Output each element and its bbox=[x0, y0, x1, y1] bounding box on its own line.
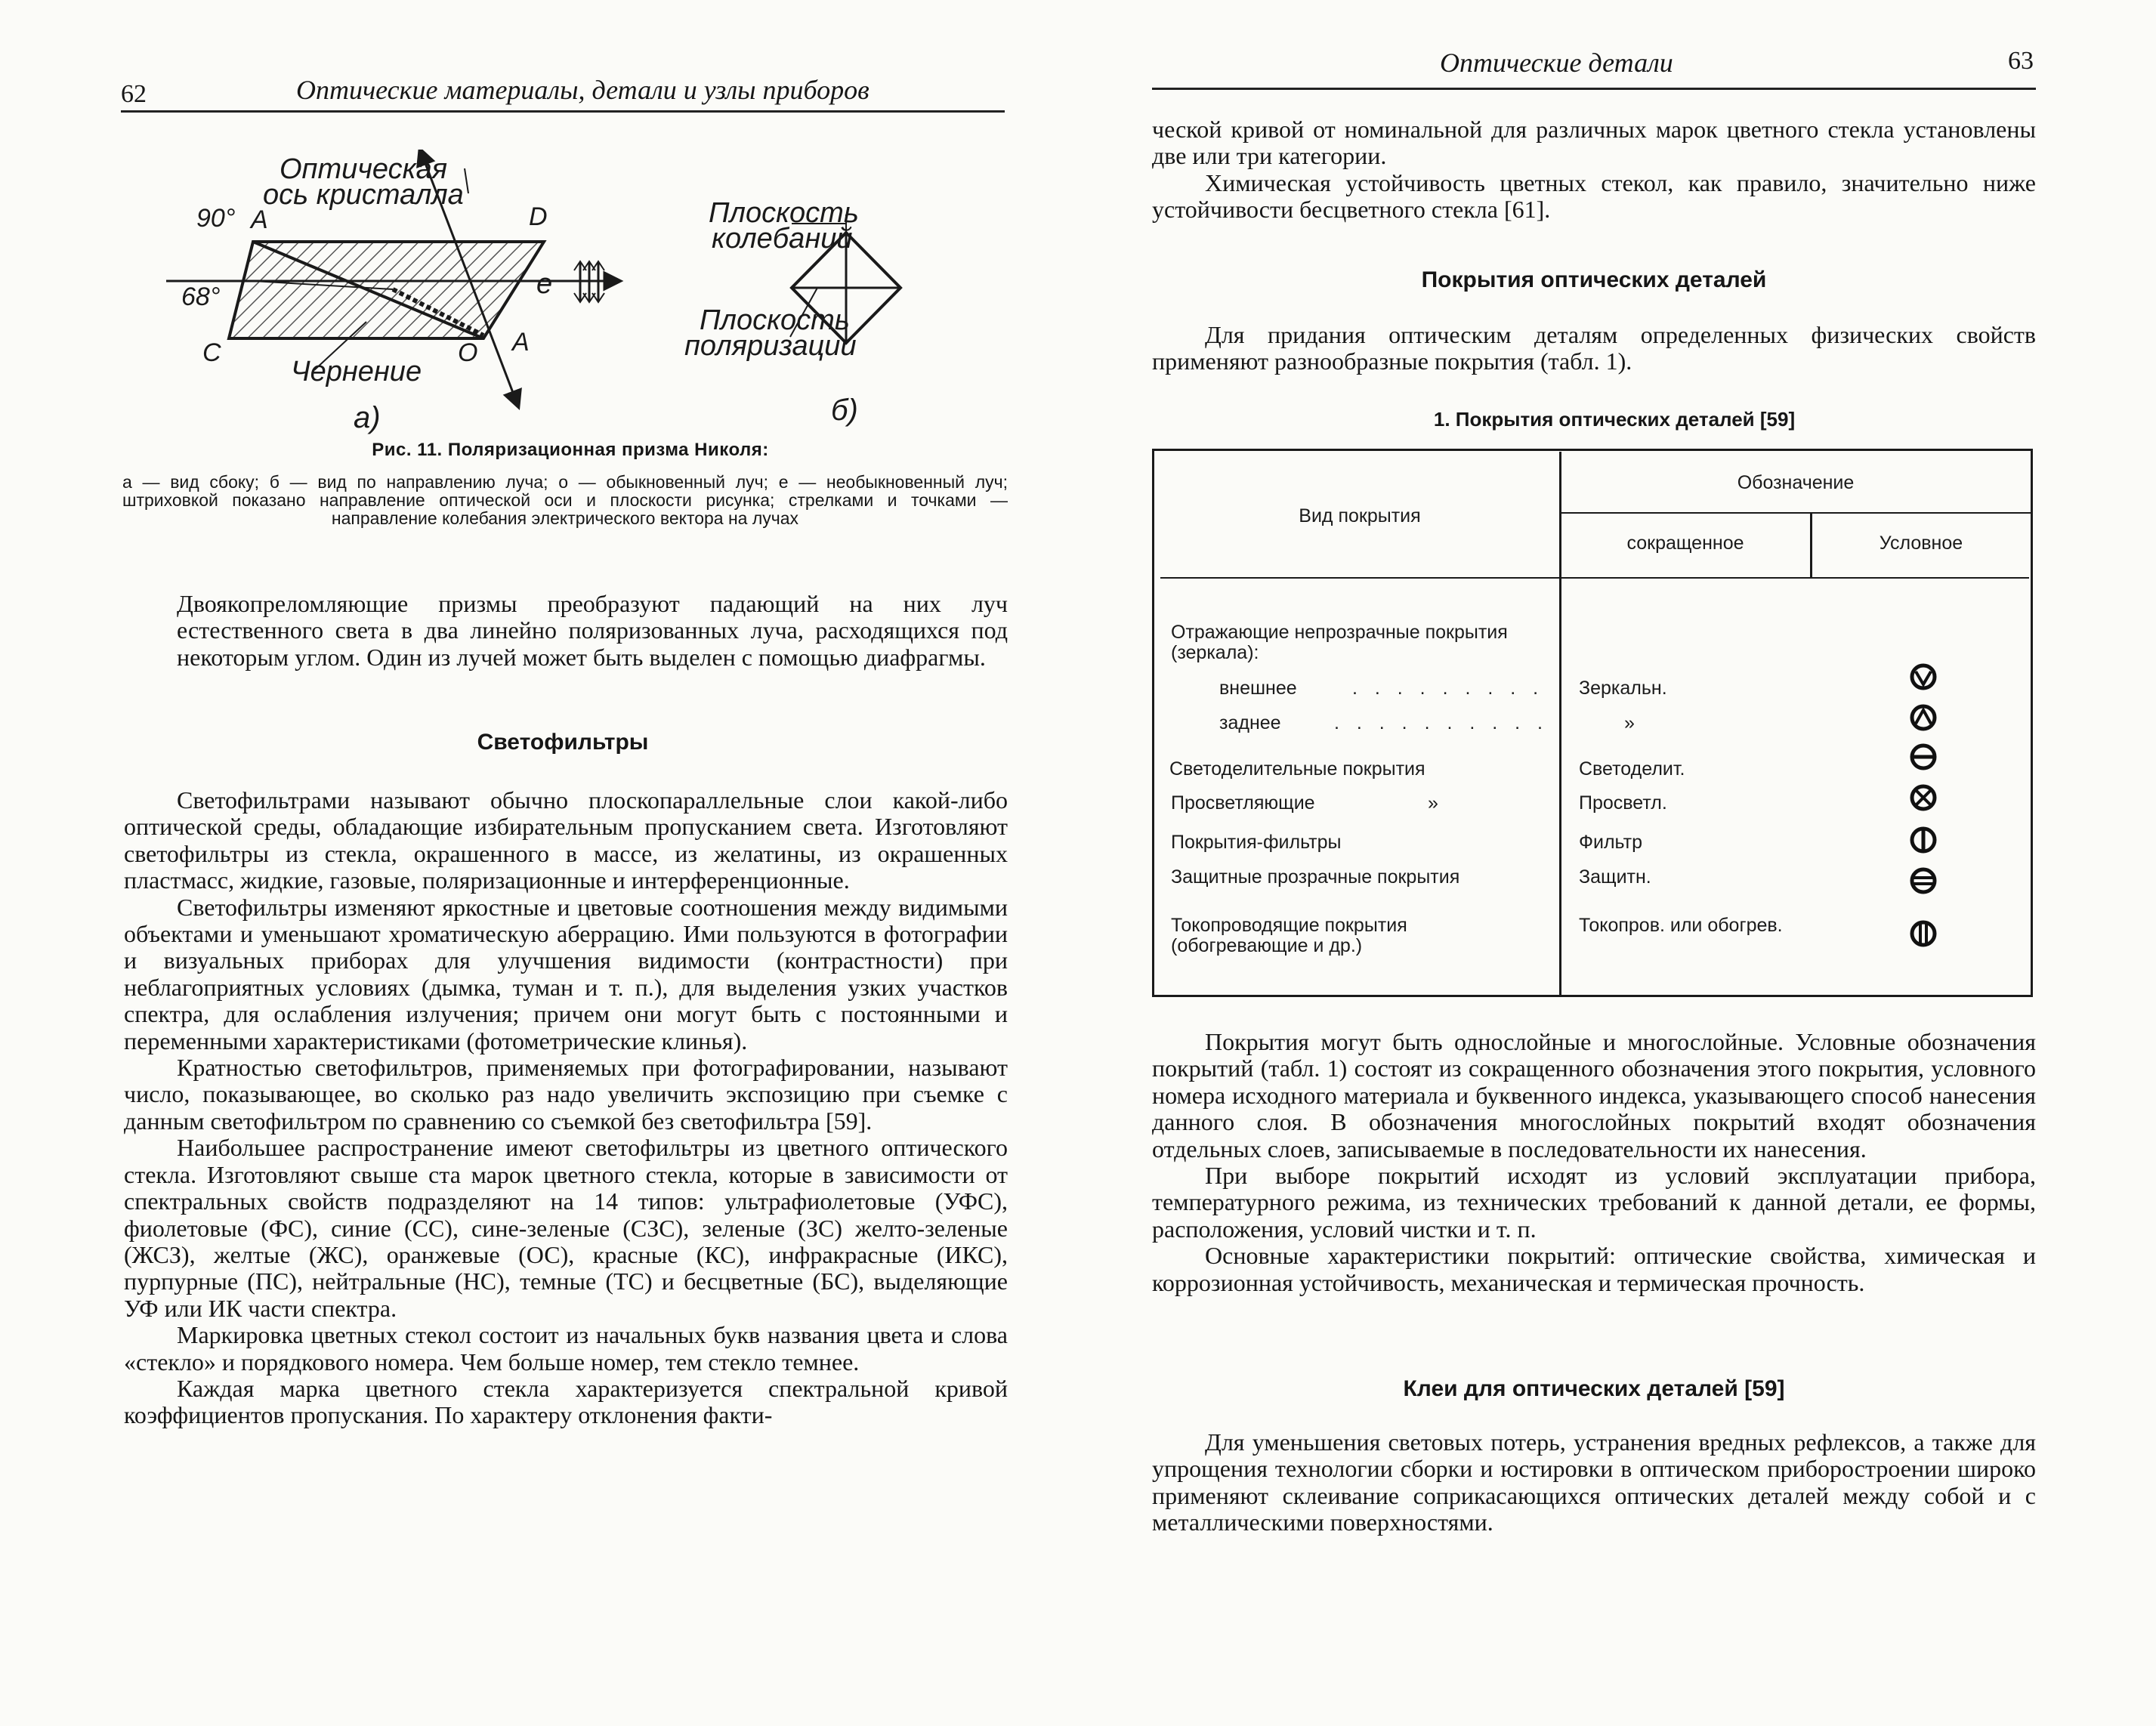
filters-paragraph: Светофильтры изменяют яркостные и цветовые соотношения между видимыми объектами и уменьшают хроматическую аберрацию. Ими пользуются в фотографии и визуальных приборах для улучшения видимости (контрастности) при неблагоприятных условиях (дымка, туман и т. п.), для выделения узких участков спектра, для ослабления излучения; причем они могут быть с постоянными и переменными характеристиками (фотометрические клинья). bbox=[124, 893, 1008, 1054]
table-header-designation: Обозначение bbox=[1737, 472, 1855, 493]
coatings-intro-block bbox=[1152, 322, 2036, 375]
label-plane-polarization-2: поляризации bbox=[684, 330, 857, 362]
table-row-ditto: » bbox=[1428, 792, 1438, 814]
label-point-d: D bbox=[529, 202, 548, 231]
table-row-leader-dots: . . . . . . . . . bbox=[1352, 678, 1545, 699]
page-number-left: 62 bbox=[121, 80, 147, 108]
header-rule-left bbox=[121, 110, 1005, 113]
table-group-mirrors: Отражающие непрозрачные покрытия (зеркала): bbox=[1171, 622, 1508, 663]
label-plane-polarization-1: Плоскость bbox=[700, 304, 850, 336]
table-header-rule bbox=[1160, 577, 2029, 579]
table-row-leader-dots: . . . . . . . . . . bbox=[1334, 712, 1549, 733]
table-row-abbr: Фильтр bbox=[1579, 832, 1642, 853]
filters-paragraph: Кратностью светофильтров, применяемых при фотографировании, называют число, показывающее, во сколько раз надо увеличить экспозицию при съемке с данным светофильтром по сравнению со съемкой без светофильтра [59]. bbox=[124, 1054, 1008, 1135]
table-row-name: заднее bbox=[1219, 712, 1281, 733]
filters-paragraph: Наибольшее распространение имеют светофильтры из цветного оптического стекла. Изготовляют свыше ста марок цветного стекла, которые в зависимости от спектральных свойств подразделяют на 14 типов: ультрафиолетовые (УФС), фиолетовые (ФС), синие (СС), сине-зеленые (СЗС), зеленые (ЗС) желто-зеленые (ЖСЗ), желтые (ЖС), оранжевые (ОС), красные (КС), инфракрасные (ИКС), пурпурные (ПС), нейтральные (НС), темные (ТС) и бесцветные (БС), выделяющие УФ или ИК части спектра. bbox=[124, 1134, 1008, 1322]
table-row-name: Токопроводящие покрытия (обогревающие и др.) bbox=[1171, 915, 1407, 956]
beam-splitter-symbol-icon bbox=[1908, 742, 1938, 772]
label-plane-oscillation-1: Плоскость bbox=[709, 197, 859, 229]
label-sub-a: а) bbox=[354, 401, 381, 434]
label-point-a-bottom: A bbox=[512, 328, 530, 357]
section-heading-filters: Светофильтры bbox=[477, 730, 649, 755]
chemical-stability-paragraph: Химическая устойчивость цветных стекол, как правило, значительно ниже устойчивости бесцветного стекла [61]. bbox=[1152, 168, 2036, 224]
intro-paragraph: Двоякопреломляющие призмы преобразуют падающий на них луч естественного света в два линейно поляризованных луча, расходящихся под некоторым углом. Один из лучей может быть выделен с помощью диафрагмы. bbox=[177, 590, 1008, 671]
after-table-paragraph: Основные характеристики покрытий: оптические свойства, химическая и коррозионная устойчивость, механическая и термическая прочность. bbox=[1152, 1242, 2036, 1296]
right-top-text-block bbox=[1152, 116, 2036, 224]
protective-symbol-icon bbox=[1908, 866, 1938, 896]
conductive-symbol-icon bbox=[1908, 919, 1938, 949]
header-rule-right bbox=[1152, 88, 2036, 90]
outer-mirror-symbol-icon bbox=[1908, 662, 1938, 692]
prism-end-view bbox=[684, 197, 900, 427]
antireflection-symbol-icon bbox=[1908, 783, 1938, 813]
table-header-conventional: Условное bbox=[1879, 533, 1963, 554]
table-row-name: Покрытия-фильтры bbox=[1171, 832, 1342, 853]
filters-paragraph: Светофильтрами называют обычно плоскопараллельные слои какой-либо оптической среды, обладающие избирательным пропусканием света. Изготовляют светофильтры из стекла, окрашенного в массе, из желатины, из окрашенных пластмасс, жидкие, газовые, поляризационные и интерференционные. bbox=[124, 786, 1008, 894]
label-point-a-top: A bbox=[251, 205, 268, 234]
optical-axis-leader bbox=[465, 168, 468, 193]
adhesives-paragraph: Для уменьшения световых потерь, устранения вредных рефлексов, а также для упрощения технологии сборки и юстировки в оптическом приборостроении широко применяют склеивание соприкасающихся оптических деталей между собой и с металлическими поверхностями. bbox=[1152, 1428, 2036, 1536]
label-point-o: O bbox=[458, 338, 478, 367]
table-row-abbr: Светоделит. bbox=[1579, 758, 1685, 780]
table-title: 1. Покрытия оптических деталей [59] bbox=[1433, 408, 1796, 431]
figure-caption-body: а — вид сбоку; б — вид по направлению луча; о — обыкновенный луч; е — необыкновенный луч; штриховкой показано направление оптической оси и плоскости рисунка; стрелками и точками — направление колебания электрического вектора на лучах bbox=[122, 472, 1008, 528]
after-table-paragraph: При выборе покрытий исходят из условий эксплуатации прибора, температурного режима, из технических требований к данной детали, ее формы, расположения, условий чистки и т. п. bbox=[1152, 1162, 2036, 1243]
label-plane-oscillation-2: колебаний bbox=[712, 223, 853, 255]
table-row-abbr: Защитн. bbox=[1579, 866, 1651, 888]
adhesives-text-block bbox=[1152, 1429, 2036, 1536]
continuation-paragraph: ческой кривой от номинальной для различных марок цветного стекла установлены две или три категории. bbox=[1152, 116, 2036, 170]
label-blackening: Чернение bbox=[291, 356, 422, 388]
label-optical-axis-2: ось кристалла bbox=[263, 179, 464, 211]
table-row-abbr: Зеркальн. bbox=[1579, 678, 1667, 699]
table-header-coating-type: Вид покрытия bbox=[1299, 505, 1421, 526]
after-table-text-block bbox=[1152, 1029, 2036, 1296]
label-point-c: C bbox=[202, 338, 221, 367]
label-angle-90: 90° bbox=[196, 204, 236, 233]
prism-side-view bbox=[166, 150, 619, 434]
prism-hatching bbox=[229, 242, 544, 338]
figure-caption-title: Рис. 11. Поляризационная призма Николя: bbox=[372, 440, 769, 460]
filters-paragraph: Каждая марка цветного стекла характеризуется спектральной кривой коэффициентов пропускания. По характеру отклонения факти- bbox=[124, 1374, 1008, 1429]
label-ray-e: e bbox=[536, 268, 553, 300]
table-row-name: Светоделительные покрытия bbox=[1169, 758, 1425, 780]
rear-mirror-symbol-icon bbox=[1908, 702, 1938, 733]
table-row-name: Просветляющие bbox=[1171, 792, 1315, 814]
page-number-right: 63 bbox=[2008, 47, 2034, 75]
running-head-right: Оптические детали bbox=[1440, 48, 1673, 78]
filters-paragraph: Маркировка цветных стекол состоит из начальных букв названия цвета и слова «стекло» и порядкового номера. Чем больше номер, тем стекло темнее. bbox=[124, 1321, 1008, 1376]
nicol-prism-figure bbox=[166, 150, 982, 437]
table-row-abbr: Токопров. или обогрев. bbox=[1579, 915, 1783, 936]
label-sub-b: б) bbox=[831, 394, 858, 427]
coatings-intro-paragraph: Для придания оптическим деталям определенных физических свойств применяют разнообразные покрытия (табл. 1). bbox=[1152, 321, 2036, 375]
filters-text-block bbox=[124, 787, 1008, 1429]
table-row-name: Защитные прозрачные покрытия bbox=[1171, 866, 1460, 888]
label-angle-68: 68° bbox=[181, 283, 221, 311]
running-head-left: Оптические материалы, детали и узлы приборов bbox=[296, 75, 870, 105]
intro-paragraph-block bbox=[177, 591, 1008, 671]
table-header-abbreviated: сокращенное bbox=[1626, 533, 1744, 554]
table-subheader-rule bbox=[1561, 512, 2031, 514]
label-optical-axis-1: Оптическая bbox=[280, 153, 448, 185]
table-row-abbr: » bbox=[1624, 712, 1635, 733]
table-row-name: внешнее bbox=[1219, 678, 1297, 699]
after-table-paragraph: Покрытия могут быть однослойные и многослойные. Условные обозначения покрытий (табл. 1) состоят из сокращенного обозначения этого покрытия, условного номера исходного материала и буквенного индекса, указывающего способ нанесения данного слоя. В обозначения многослойных покрытий входят обозначения отдельных слоев, записываемые в последовательности их нанесения. bbox=[1152, 1028, 2036, 1163]
section-heading-coatings: Покрытия оптических деталей bbox=[1421, 267, 1767, 292]
filter-symbol-icon bbox=[1908, 825, 1938, 855]
table-row-abbr: Просветл. bbox=[1579, 792, 1667, 814]
section-heading-adhesives: Клеи для оптических деталей [59] bbox=[1403, 1376, 1785, 1401]
